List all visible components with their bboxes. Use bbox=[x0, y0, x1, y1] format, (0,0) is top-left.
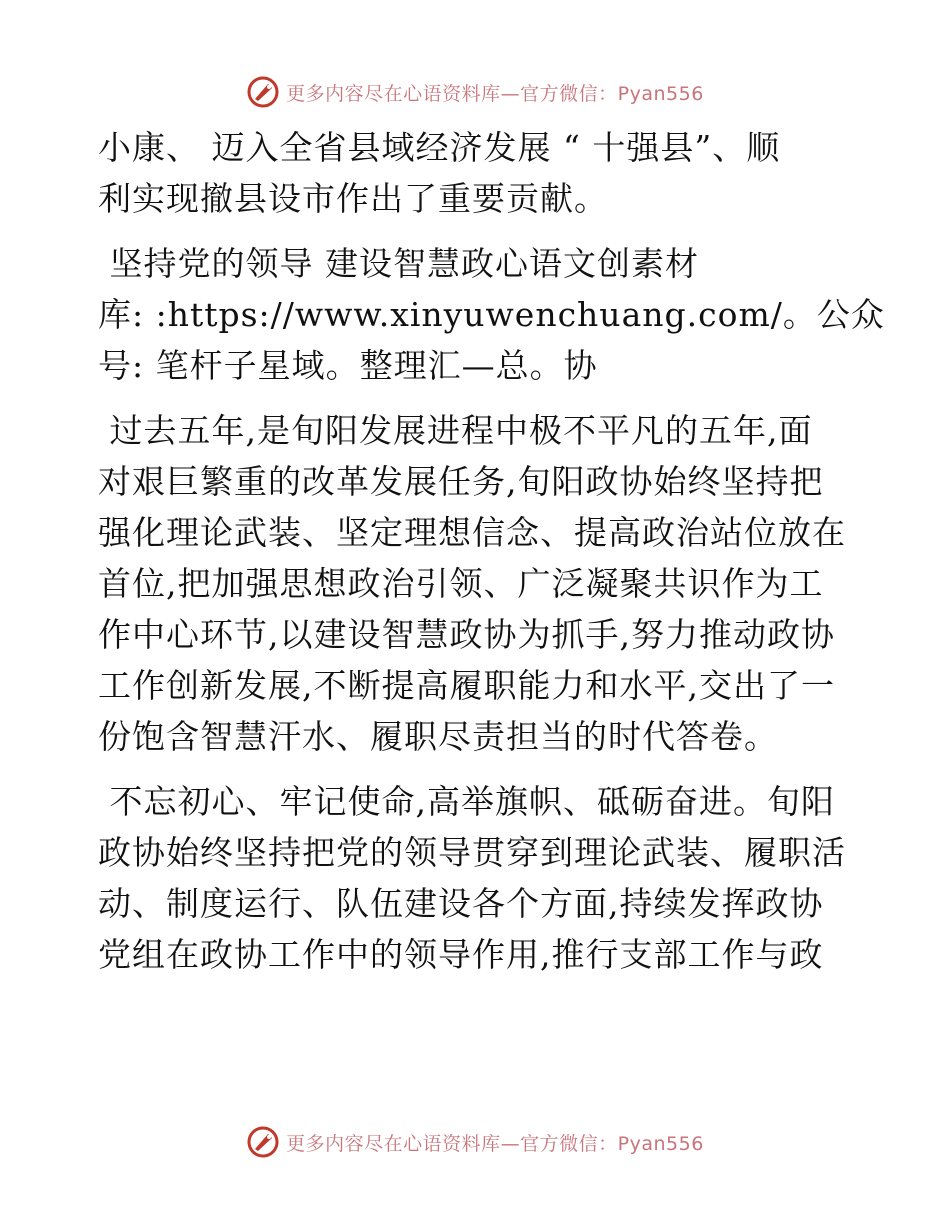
text-line: 利实现撤县设市作出了重要贡献。 bbox=[98, 179, 608, 218]
text-line: 政协始终坚持把党的领导贯穿到理论武装、履职活 bbox=[98, 833, 846, 872]
document-body bbox=[98, 122, 885, 980]
text-line: 工作创新发展,不断提高履职能力和水平,交出了一 bbox=[98, 666, 835, 705]
watermark-text: 更多内容尽在心语资料库—官方微信：Pyan556 bbox=[286, 1132, 704, 1155]
paragraph bbox=[98, 122, 858, 224]
header-watermark bbox=[0, 72, 950, 112]
watermark-text: 更多内容尽在心语资料库—官方微信：Pyan556 bbox=[286, 82, 704, 105]
text-line: 作中心环节,以建设智慧政协为抓手,努力推动政协 bbox=[98, 615, 835, 654]
text-line: 坚持党的领导 建设智慧政心语文创素材 bbox=[98, 244, 699, 283]
text-line: 号: 笔杆子星域。整理汇—总。协 bbox=[98, 346, 598, 385]
text-line: 强化理论武装、坚定理想信念、提高政治站位放在 bbox=[98, 513, 846, 552]
paragraph bbox=[98, 776, 858, 980]
text-line: 首位,把加强思想政治引领、广泛凝聚共识作为工 bbox=[98, 564, 824, 603]
paragraph bbox=[98, 405, 858, 762]
text-line: 库: :https://www.xinyuwenchuang.com/。公众 bbox=[98, 295, 885, 334]
footer-watermark bbox=[0, 1122, 950, 1162]
paragraph bbox=[98, 238, 885, 391]
text-line: 小康、 迈入全省县域经济发展 “ 十强县”、顺 bbox=[98, 128, 781, 167]
text-line: 党组在政协工作中的领导作用,推行支部工作与政 bbox=[98, 935, 824, 974]
text-line: 对艰巨繁重的改革发展任务,旬阳政协始终坚持把 bbox=[98, 462, 824, 501]
text-line: 份饱含智慧汗水、履职尽责担当的时代答卷。 bbox=[98, 717, 778, 756]
text-line: 不忘初心、牢记使命,高举旗帜、砥砺奋进。旬阳 bbox=[98, 782, 835, 821]
pen-nib-logo-icon bbox=[246, 75, 280, 109]
pen-nib-logo-icon bbox=[246, 1125, 280, 1159]
text-line: 过去五年,是旬阳发展进程中极不平凡的五年,面 bbox=[98, 411, 813, 450]
text-line: 动、制度运行、队伍建设各个方面,持续发挥政协 bbox=[98, 884, 824, 923]
